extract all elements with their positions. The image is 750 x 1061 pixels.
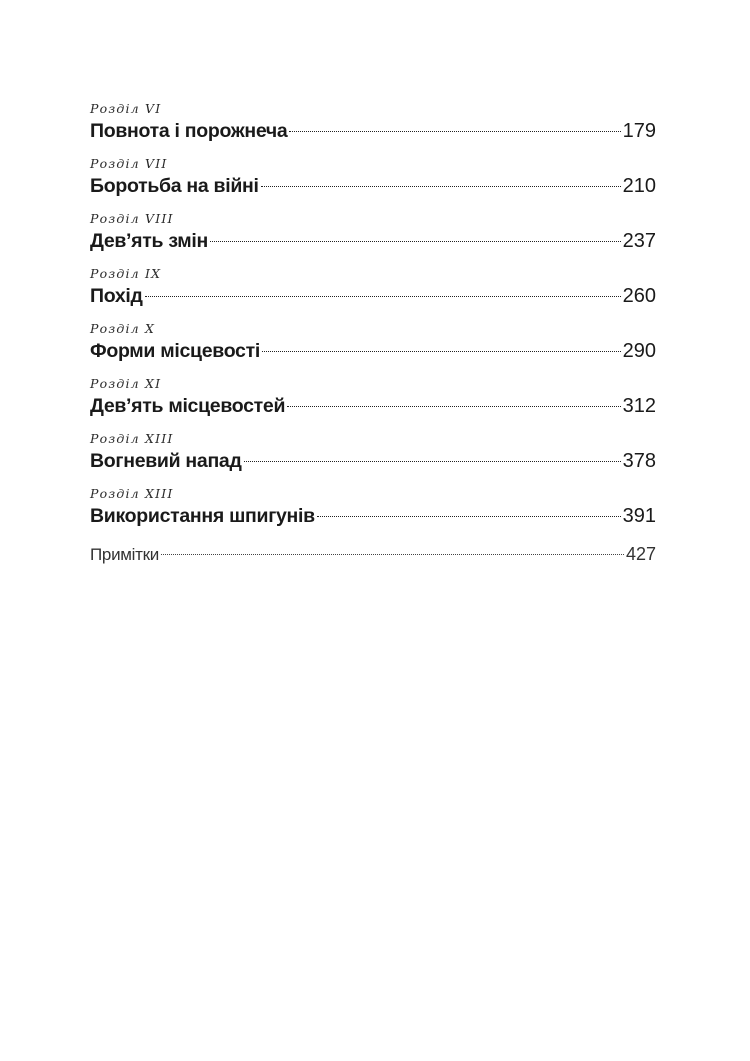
toc-line (90, 502, 656, 530)
page-number: 237 (622, 230, 656, 252)
table-of-contents (90, 100, 656, 568)
chapter-title: Використання шпигунів (90, 505, 315, 527)
page-number: 427 (625, 544, 656, 564)
toc-notes-entry[interactable] (90, 540, 656, 568)
chapter-label: Розділ VIII (90, 211, 174, 226)
toc-entry[interactable] (90, 320, 656, 365)
toc-line (90, 117, 656, 145)
dot-leader (262, 351, 621, 352)
page-number: 391 (622, 505, 656, 527)
toc-line (90, 447, 656, 475)
page-number: 260 (622, 285, 656, 307)
page-number: 378 (622, 450, 656, 472)
page-number: 312 (622, 395, 656, 417)
toc-line (90, 227, 656, 255)
dot-leader (317, 516, 621, 517)
chapter-title: Вогневий напад (90, 450, 242, 472)
toc-line (90, 282, 656, 310)
chapter-label: Розділ XIII (90, 431, 174, 446)
chapter-label: Розділ VI (90, 101, 162, 116)
toc-entry[interactable] (90, 430, 656, 475)
chapter-title: Дев’ять місцевостей (90, 395, 286, 417)
chapter-title: Повнота і порожнеча (90, 120, 288, 142)
toc-entry[interactable] (90, 375, 656, 420)
toc-entry[interactable] (90, 210, 656, 255)
chapter-title: Дев’ять змін (90, 230, 208, 252)
chapter-title: Боротьба на війні (90, 175, 259, 197)
notes-title: Примітки (90, 545, 159, 564)
page-number: 179 (622, 120, 656, 142)
chapter-label: Розділ IX (90, 266, 162, 281)
dot-leader (261, 186, 621, 187)
toc-entry[interactable] (90, 485, 656, 530)
dot-leader (210, 241, 621, 242)
dot-leader (161, 554, 624, 555)
dot-leader (289, 131, 620, 132)
toc-line (90, 337, 656, 365)
toc-line (90, 172, 656, 200)
toc-entry[interactable] (90, 265, 656, 310)
dot-leader (244, 461, 621, 462)
dot-leader (145, 296, 621, 297)
dot-leader (287, 406, 620, 407)
chapter-label: Розділ X (90, 321, 156, 336)
toc-entry[interactable] (90, 100, 656, 145)
chapter-label: Розділ XI (90, 376, 162, 391)
chapter-label: Розділ VII (90, 156, 168, 171)
chapter-title: Форми місцевості (90, 340, 260, 362)
toc-line (90, 392, 656, 420)
chapter-title: Похід (90, 285, 143, 307)
page-number: 210 (622, 175, 656, 197)
chapter-label: Розділ XIII (90, 486, 174, 501)
toc-entry[interactable] (90, 155, 656, 200)
page-number: 290 (622, 340, 656, 362)
